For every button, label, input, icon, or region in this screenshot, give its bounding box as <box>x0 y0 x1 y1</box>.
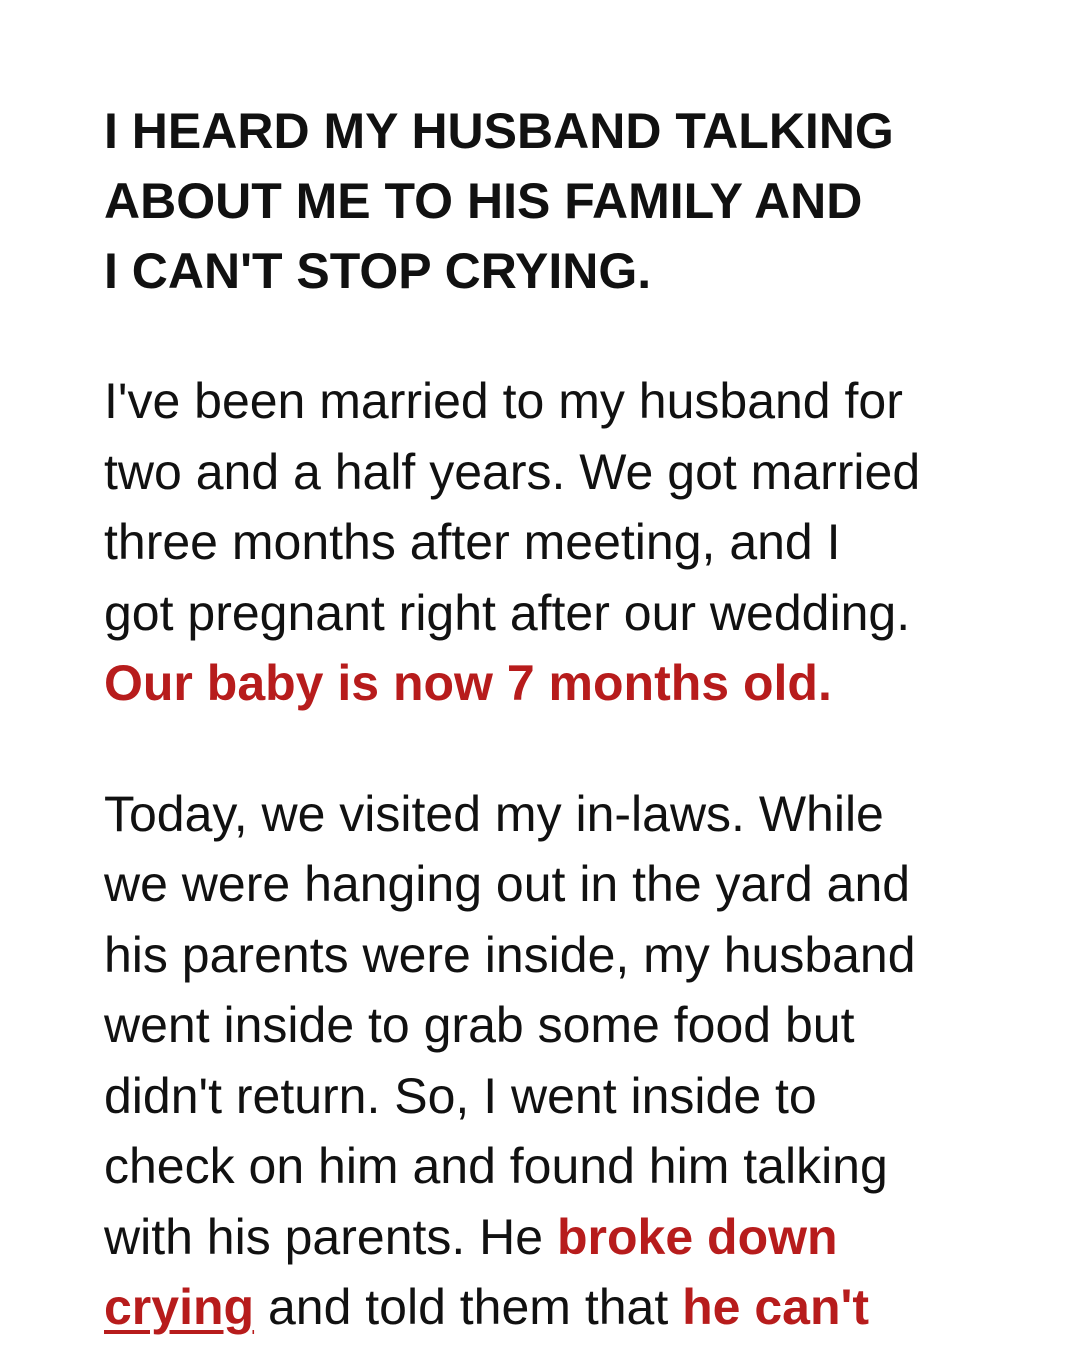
article <box>104 96 1024 1343</box>
paragraph-line: his parents were inside, my husband <box>104 926 916 983</box>
highlight-crying: crying <box>104 1279 255 1335</box>
highlight-he-cant: he can't <box>682 1279 870 1335</box>
paragraph-line: check on him and found him talking <box>104 1138 888 1194</box>
plain-text: with his parents. He <box>104 1208 557 1265</box>
plain-text: and told them that <box>254 1279 683 1335</box>
article-headline <box>104 96 1024 306</box>
paragraph-line: didn't return. So, I went inside to <box>104 1067 817 1124</box>
paragraph-line: Today, we visited my in-laws. While <box>104 785 884 842</box>
headline-line: ABOUT ME TO HIS FAMILY AND <box>104 173 863 229</box>
paragraph-line: I've been married to my husband for <box>104 373 903 429</box>
headline-line: I HEARD MY HUSBAND TALKING <box>104 103 894 159</box>
paragraph-line: went inside to grab some food but <box>104 997 855 1053</box>
paragraph-line: three months after meeting, and I <box>104 514 841 570</box>
paragraph-line: got pregnant right after our wedding. <box>104 584 911 641</box>
paragraph-visit <box>104 779 1024 1343</box>
paragraph-line: we were hanging out in the yard and <box>104 856 911 912</box>
paragraph-line: two and a half years. We got married <box>104 443 921 500</box>
paragraph-line <box>104 1272 1024 1343</box>
highlight-baby-age: Our baby is now 7 months old. <box>104 655 832 711</box>
highlight-broke-down: broke down <box>556 1208 838 1265</box>
paragraph-marriage <box>104 366 1024 719</box>
paragraph-line <box>104 1202 1024 1273</box>
headline-line: I CAN'T STOP CRYING. <box>104 243 652 299</box>
